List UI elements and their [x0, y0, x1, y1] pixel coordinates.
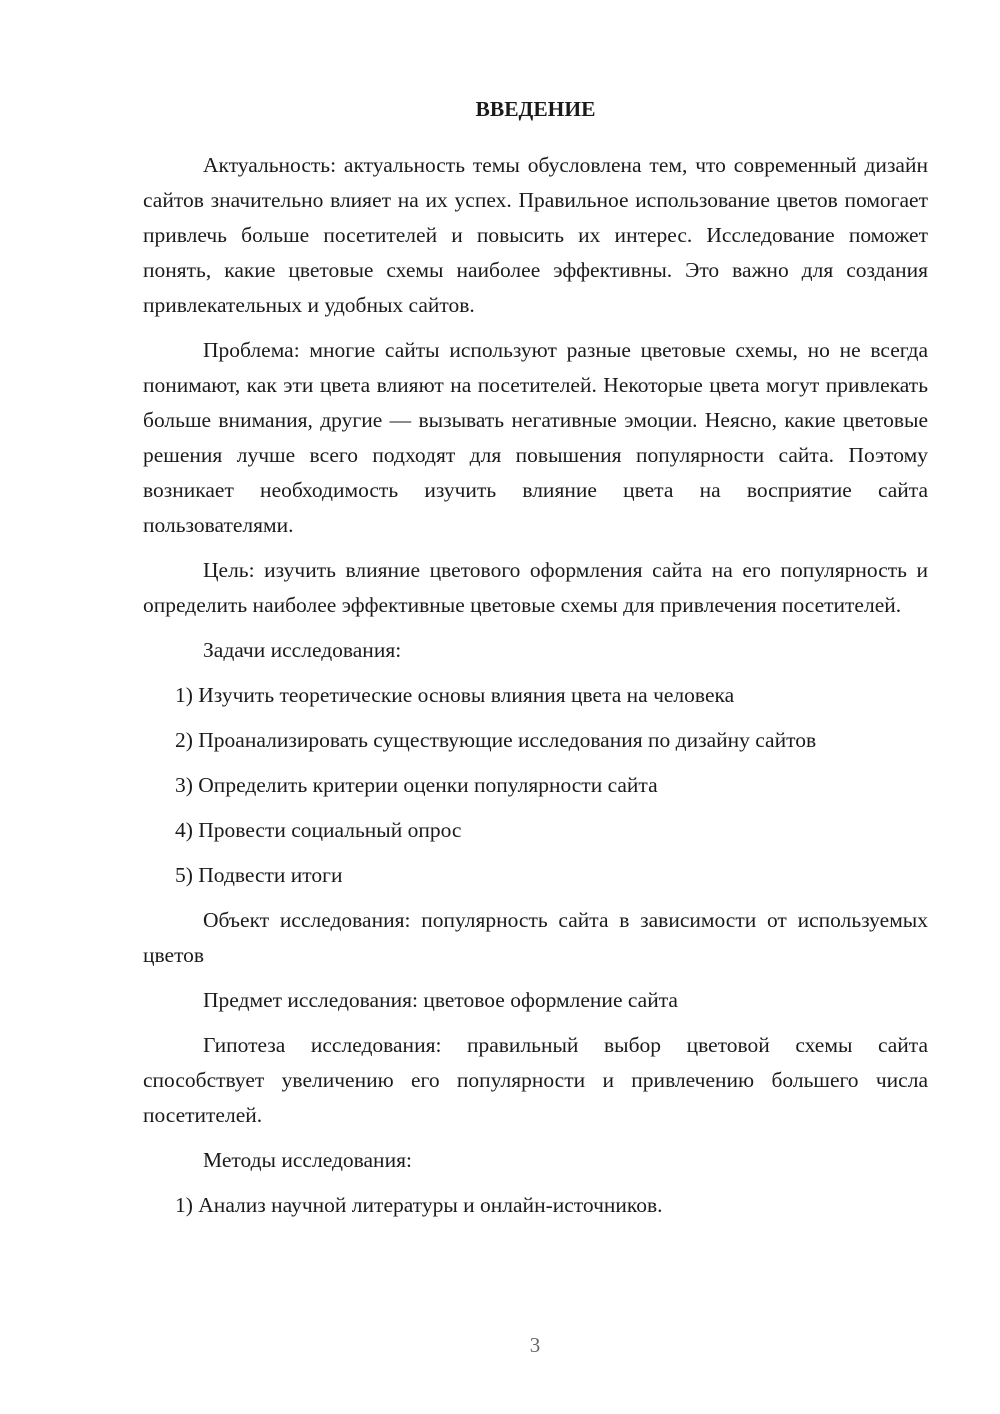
- methods-heading: Методы исследования:: [203, 1148, 412, 1172]
- method-item: 1) Анализ научной литературы и онлайн-источников.: [175, 1193, 663, 1217]
- relevance-paragraph: Актуальность: актуальность темы обусловлена тем, что современный дизайн сайтов значительно влияет на их успех. Правильное использование цветов помогает привлечь больше посетителей и повысить их интерес. Исследование поможет понять, какие цветовые схемы наиболее эффективны. Это важно для создания привлекательных и удобных сайтов.: [143, 153, 928, 317]
- problem-paragraph: Проблема: многие сайты используют разные цветовые схемы, но не всегда понимают, как эти цвета влияют на посетителей. Некоторые цвета могут привлекать больше внимания, другие — вызывать негативные эмоции. Неясно, какие цветовые решения лучше всего подходят для повышения популярности сайта. Поэтому возникает необходимость изучить влияние цвета на восприятие сайта пользователями.: [143, 338, 928, 537]
- page-number: 3: [529, 1333, 541, 1357]
- object-paragraph: Объект исследования: популярность сайта в зависимости от используемых цветов: [143, 908, 928, 967]
- task-item: 3) Определить критерии оценки популярности сайта: [175, 773, 658, 797]
- page-title: ВВЕДЕНИЕ: [475, 97, 596, 121]
- hypothesis-paragraph: Гипотеза исследования: правильный выбор цветовой схемы сайта способствует увеличению его популярности и привлечению большего числа посетителей.: [143, 1033, 928, 1127]
- task-item: 2) Проанализировать существующие исследования по дизайну сайтов: [175, 728, 817, 752]
- task-item: 4) Провести социальный опрос: [175, 818, 462, 842]
- subject-paragraph: Предмет исследования: цветовое оформление сайта: [203, 988, 678, 1012]
- tasks-heading: Задачи исследования:: [203, 638, 402, 662]
- goal-paragraph: Цель: изучить влияние цветового оформления сайта на его популярность и определить наиболее эффективные цветовые схемы для привлечения посетителей.: [143, 558, 928, 617]
- task-item: 5) Подвести итоги: [175, 863, 343, 887]
- task-item: 1) Изучить теоретические основы влияния цвета на человека: [175, 683, 735, 707]
- document-body: [143, 92, 928, 1233]
